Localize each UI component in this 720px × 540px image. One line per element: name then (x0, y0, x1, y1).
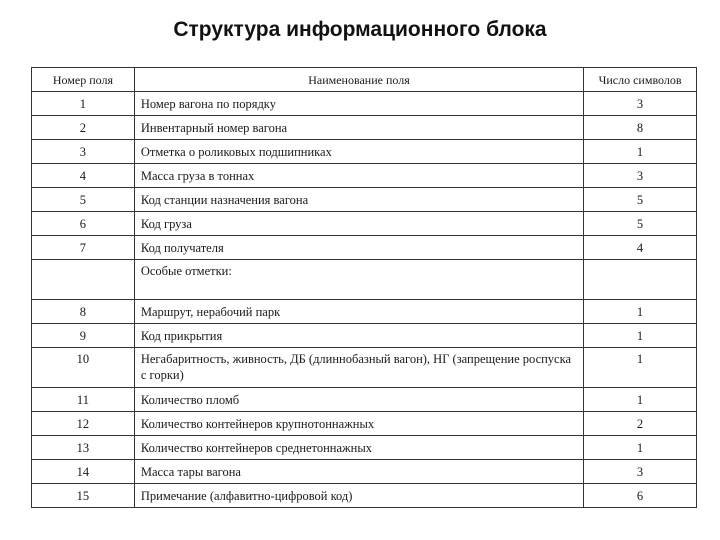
field-number: 1 (32, 92, 135, 116)
field-name: Масса тары вагона (134, 460, 583, 484)
field-number: 8 (32, 300, 135, 324)
field-number: 14 (32, 460, 135, 484)
field-number: 4 (32, 164, 135, 188)
field-name: Отметка о роликовых подшипниках (134, 140, 583, 164)
table-row (32, 236, 697, 260)
table-row (32, 460, 697, 484)
field-number: 9 (32, 324, 135, 348)
field-name: Количество пломб (134, 388, 583, 412)
field-name: Маршрут, нерабочий парк (134, 300, 583, 324)
section-empty-count (584, 260, 697, 300)
field-name: Инвентарный номер вагона (134, 116, 583, 140)
header-symbol-count: Число символов (584, 68, 697, 92)
field-number: 6 (32, 212, 135, 236)
field-number: 3 (32, 140, 135, 164)
field-name: Номер вагона по порядку (134, 92, 583, 116)
field-name: Количество контейнеров крупнотоннажных (134, 412, 583, 436)
field-name: Код получателя (134, 236, 583, 260)
symbol-count: 1 (584, 388, 697, 412)
table-row (32, 92, 697, 116)
field-number: 13 (32, 436, 135, 460)
symbol-count: 8 (584, 116, 697, 140)
field-number: 5 (32, 188, 135, 212)
symbol-count: 3 (584, 164, 697, 188)
field-name: Примечание (алфавитно-цифровой код) (134, 484, 583, 508)
symbol-count: 6 (584, 484, 697, 508)
symbol-count: 4 (584, 236, 697, 260)
field-name: Код станции назначения вагона (134, 188, 583, 212)
symbol-count: 2 (584, 412, 697, 436)
symbol-count: 1 (584, 300, 697, 324)
header-field-number: Номер поля (32, 68, 135, 92)
page-title: Структура информационного блока (173, 18, 547, 41)
symbol-count: 5 (584, 188, 697, 212)
field-number: 7 (32, 236, 135, 260)
info-block-table (31, 67, 697, 508)
table-row (32, 436, 697, 460)
field-name: Количество контейнеров среднетоннажных (134, 436, 583, 460)
symbol-count: 1 (584, 324, 697, 348)
field-number: 11 (32, 388, 135, 412)
table-row (32, 484, 697, 508)
table-row (32, 324, 697, 348)
section-label: Особые отметки: (134, 260, 583, 300)
field-number: 12 (32, 412, 135, 436)
table-row (32, 212, 697, 236)
table-row (32, 140, 697, 164)
symbol-count: 3 (584, 92, 697, 116)
table-row (32, 348, 697, 388)
table-row (32, 188, 697, 212)
table-row (32, 116, 697, 140)
field-number: 10 (32, 348, 135, 388)
symbol-count: 1 (584, 348, 697, 388)
header-field-name: Наименование поля (134, 68, 583, 92)
symbol-count: 5 (584, 212, 697, 236)
table-row (32, 388, 697, 412)
field-number: 2 (32, 116, 135, 140)
symbol-count: 1 (584, 436, 697, 460)
section-empty-number (32, 260, 135, 300)
field-number: 15 (32, 484, 135, 508)
table-row (32, 300, 697, 324)
symbol-count: 3 (584, 460, 697, 484)
field-name: Код прикрытия (134, 324, 583, 348)
field-name: Негабаритность, живность, ДБ (длиннобазный вагон), НГ (запрещение роспуска с горки) (134, 348, 583, 388)
table-row (32, 412, 697, 436)
field-name: Масса груза в тоннах (134, 164, 583, 188)
field-name: Код груза (134, 212, 583, 236)
table-row (32, 164, 697, 188)
section-row (32, 260, 697, 300)
table-header-row (32, 68, 697, 92)
symbol-count: 1 (584, 140, 697, 164)
